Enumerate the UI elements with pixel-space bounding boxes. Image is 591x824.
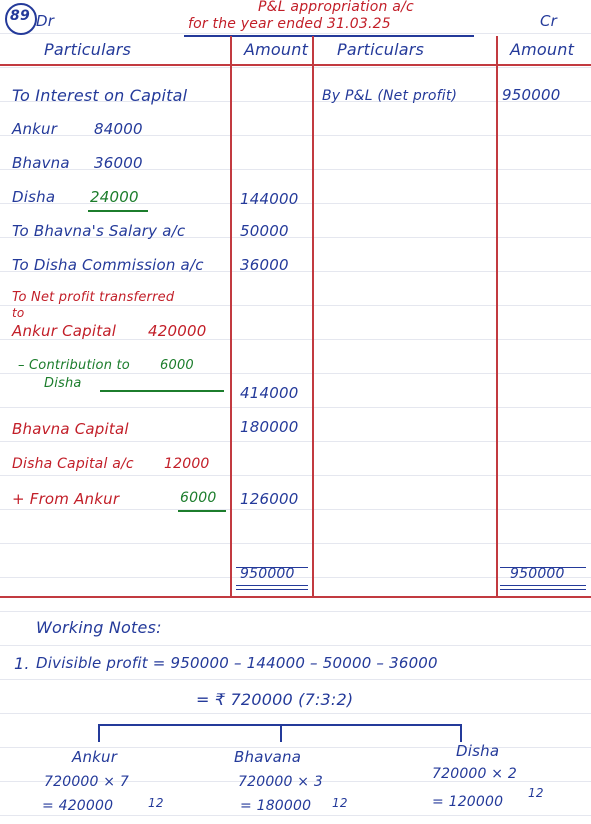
working-notes-heading: Working Notes: [36,618,162,637]
header-particulars-right: Particulars [337,40,425,59]
credit-total-bottom-line-1 [500,585,586,586]
interest-name-ankur: Ankur [12,120,58,138]
disha-net: 126000 [240,490,299,508]
debit-total-bottom-line-2 [236,589,308,590]
interest-name-disha: Disha [12,188,56,206]
contribution-value: 6000 [160,358,194,373]
credit-by-label: By P&L (Net profit) [322,88,458,104]
partner-name-bhavana: Bhavana [234,748,302,766]
interest-name-bhavna: Bhavna [12,154,70,172]
bracket-drop-ankur [98,724,100,742]
credit-by-amount: 950000 [502,86,561,104]
title-line-1: P&L appropriation a/c [258,0,414,15]
partner-result-bhavana: = 180000 [240,798,312,814]
working-line-1: Divisible profit = 950000 – 144000 – 50000 – 36000 [36,654,438,672]
salary-label: To Bhavna's Salary a/c [12,222,186,240]
ankur-capital-value: 420000 [148,322,207,340]
contribution-label-1: – Contribution to [18,358,130,373]
bracket-drop-bhavana [280,724,282,742]
partner-name-disha: Disha [456,742,500,760]
partner-name-ankur: Ankur [72,748,118,766]
question-number: 89 [10,8,30,24]
contribution-underline [100,390,224,392]
ankur-capital-label: Ankur Capital [12,322,117,340]
commission-label: To Disha Commission a/c [12,256,204,274]
interest-heading: To Interest on Capital [12,86,188,105]
transfer-line-1: To Net profit transferred [12,290,175,305]
cr-label: Cr [540,12,558,30]
bhavna-capital-amount: 180000 [240,418,299,436]
credit-total-bottom-line-2 [500,589,586,590]
interest-value-bhavna: 36000 [94,154,143,172]
commission-amount: 36000 [240,256,289,274]
dr-label: Dr [36,12,55,30]
debit-total-bottom-line-1 [236,585,308,586]
interest-value-ankur: 84000 [94,120,143,138]
transfer-line-2: to [12,306,25,320]
title-line-2: for the year ended 31.03.25 [188,16,391,32]
bhavna-capital-label: Bhavna Capital [12,420,129,438]
salary-amount: 50000 [240,222,289,240]
from-ankur-label: + From Ankur [12,490,120,508]
header-rule [0,64,591,66]
debit-total: 950000 [240,566,295,582]
partner-calc-disha: 720000 × 2 [432,766,517,782]
working-line-1-number: 1. [14,654,30,673]
header-particulars-left: Particulars [44,40,132,59]
interest-total: 144000 [240,190,299,208]
partner-den-bhavana: 12 [332,796,348,810]
partner-calc-bhavana: 720000 × 3 [238,774,323,790]
partner-den-ankur: 12 [148,796,164,810]
bottom-rule [0,596,591,598]
header-amount-left: Amount [244,40,309,59]
partner-den-disha: 12 [528,786,544,800]
from-ankur-value: 6000 [180,490,217,506]
disha-capital-label: Disha Capital a/c [12,456,134,472]
credit-total: 950000 [510,566,565,582]
partner-result-disha: = 120000 [432,794,504,810]
bracket-drop-disha [460,724,462,742]
divider-amount-right [496,36,498,596]
partner-calc-ankur: 720000 × 7 [44,774,129,790]
disha-capital-value: 12000 [164,456,210,472]
header-amount-right: Amount [510,40,575,59]
divider-amount-left [230,36,232,596]
from-ankur-underline [178,510,226,512]
working-line-2: = ₹ 720000 (7:3:2) [196,690,354,709]
contribution-label-2: Disha [44,376,82,391]
ankur-net: 414000 [240,384,299,402]
interest-value-disha: 24000 [90,188,139,206]
divider-center [312,36,314,596]
title-underline [184,35,474,37]
partner-result-ankur: = 420000 [42,798,114,814]
interest-underline [88,210,148,212]
